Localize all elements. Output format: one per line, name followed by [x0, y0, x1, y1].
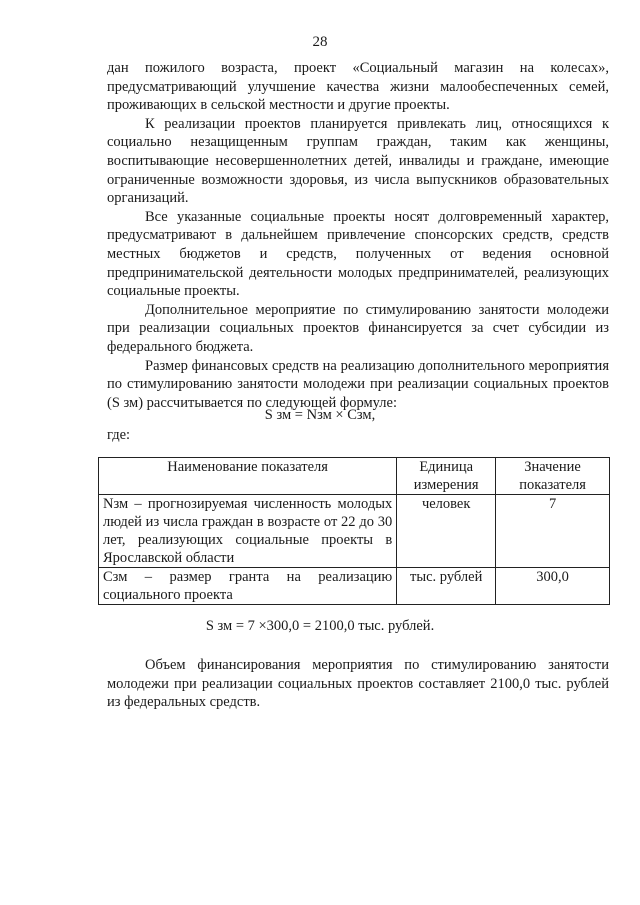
row-value-cell: 300,0	[496, 568, 610, 605]
indicators-table	[98, 457, 610, 605]
conclusion-text-block	[107, 656, 609, 712]
row-name-cell: Nзм – прогнозируемая численность молодых людей из числа граждан в возрасте от 22 до 30 лет, реализующих социальные проекты в Ярославской области	[99, 495, 397, 568]
intro-text-block	[107, 59, 609, 412]
table-header-row	[99, 458, 610, 495]
paragraph-long-term: Все указанные социальные проекты носят долговременный характер, предусматривают в дальнейшем привлечение спонсорских средств, средств местных бюджетов и средств, полученных от ведения основной предпринимательской деятельности молодых предпринимателей, реализующих социальные проекты.	[107, 208, 609, 300]
paragraph-financing-total: Объем финансирования мероприятия по стимулированию занятости молодежи при реализации социальных проектов составляет 2100,0 тыс. рублей из федеральных средств.	[107, 657, 609, 711]
paragraph-formula-intro: Размер финансовых средств на реализацию дополнительного мероприятия по стимулированию занятости молодежи при реализации социальных проектов (S зм) рассчитывается по следующей формуле:	[107, 357, 609, 411]
row-unit-cell: человек	[397, 495, 496, 568]
table-row	[99, 568, 610, 605]
row-name-cell: Cзм – размер гранта на реализацию социального проекта	[99, 568, 397, 605]
paragraph-participants: К реализации проектов планируется привлекать лиц, относящихся к социально незащищенным группам граждан, таким как женщины, воспитывающие несовершеннолетних детей, инвалиды и граждане, имеющие ограниченные возможности здоровья, из числа выпускников образовательных организаций.	[107, 115, 609, 207]
header-indicator-name: Наименование показателя	[99, 458, 397, 495]
paragraph-federal-subsidy: Дополнительное мероприятие по стимулированию занятости молодежи при реализации социальных проектов финансируется за счет субсидии из федерального бюджета.	[107, 301, 609, 355]
row-unit-cell: тыс. рублей	[397, 568, 496, 605]
table-row	[99, 495, 610, 568]
header-unit: Единица измерения	[397, 458, 496, 495]
where-label: где:	[107, 427, 131, 443]
row-value-cell: 7	[496, 495, 610, 568]
paragraph-projects-list: дан пожилого возраста, проект «Социальный магазин на колесах», предусматривающий улучшение качества жизни малообеспеченных семей, проживающих в сельской местности и другие проекты.	[107, 60, 609, 114]
calculation-formula: S зм = 7 ×300,0 = 2100,0 тыс. рублей.	[205, 618, 435, 634]
header-value: Значение показателя	[496, 458, 610, 495]
main-formula: S зм = Nзм × Cзм,	[264, 407, 376, 423]
page-number: 28	[312, 34, 328, 50]
